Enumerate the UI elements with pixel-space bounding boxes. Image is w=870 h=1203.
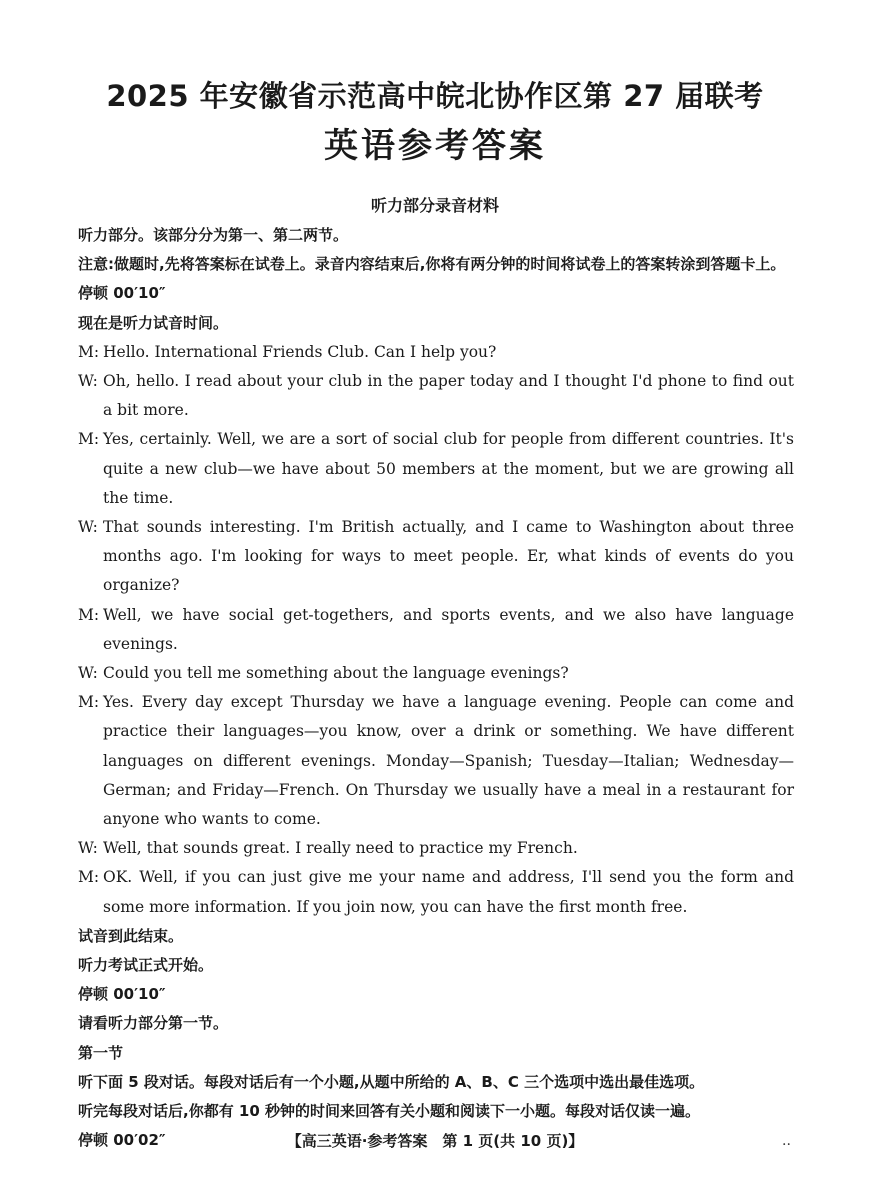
speaker-label: M: xyxy=(78,693,100,712)
utterance-text: Could you tell me something about the language evenings? xyxy=(103,664,569,683)
section-label: 第一节 xyxy=(78,1043,124,1062)
pause-line: 停顿 00′10″ xyxy=(78,985,166,1004)
utterance-text: That sounds interesting. I'm British actually, and I came to Washington about three months ago. I'm looking for ways to meet people. Er, what kinds of events do you organize? xyxy=(103,518,794,595)
document-subtitle: 英语参考答案 xyxy=(324,126,546,166)
dialogue-turn xyxy=(78,834,794,863)
utterance-text: OK. Well, if you can just give me your name and address, I'll send you the form and some more information. If you join now, you can have the first month free. xyxy=(103,868,794,916)
speaker-label: W: xyxy=(78,372,98,391)
trial-start-line: 现在是听力试音时间。 xyxy=(78,313,229,332)
page-footer: 【高三英语·参考答案 第 1 页(共 10 页)】 xyxy=(286,1132,584,1150)
instruction-line: 听下面 5 段对话。每段对话后有一个小题,从题中所给的 A、B、C 三个选项中选出最佳选项。 xyxy=(78,1072,705,1091)
speaker-label: W: xyxy=(78,839,98,858)
exam-start-line: 听力考试正式开始。 xyxy=(78,956,214,975)
see-section-line: 请看听力部分第一节。 xyxy=(78,1014,229,1033)
trial-end-line: 试音到此结束。 xyxy=(78,926,184,945)
pause-line: 停顿 00′02″ xyxy=(78,1131,166,1150)
dialogue-turn xyxy=(78,338,794,367)
utterance-text: Well, that sounds great. I really need to practice my French. xyxy=(103,839,578,858)
speaker-label: M: xyxy=(78,430,100,449)
dialogue-turn xyxy=(78,659,794,688)
intro-line: 听力部分。该部分分为第一、第二两节。 xyxy=(78,226,349,244)
dialogue-turn xyxy=(78,863,794,921)
utterance-text: Oh, hello. I read about your club in the paper today and I thought I'd phone to find out a bit more. xyxy=(103,372,794,420)
exam-title: 2025 年安徽省示范高中皖北协作区第 27 届联考 xyxy=(106,79,764,113)
dialogue-turn xyxy=(78,601,794,659)
utterance-text: Well, we have social get-togethers, and sports events, and we also have language evenings. xyxy=(103,605,794,653)
utterance-text: Yes, certainly. Well, we are a sort of social club for people from different countries. It's quite a new club—we have about 50 members at the moment, but we are growing all the time. xyxy=(103,430,794,507)
instruction-line: 听完每段对话后,你都有 10 秒钟的时间来回答有关小题和阅读下一小题。每段对话仅读一遍。 xyxy=(78,1102,701,1121)
transcript-body xyxy=(78,221,794,1156)
speaker-label: M: xyxy=(78,868,100,887)
pause-line: 停顿 00′10″ xyxy=(78,284,166,303)
utterance-text: Yes. Every day except Thursday we have a language evening. People can come and practice their languages—you know, over a drink or something. We have different languages on different evenings. Monday—Spanish; Tuesday—Italian; Wednesday—German; and Friday—French. On Thursday we usually have a meal in a restaurant for anyone who wants to come. xyxy=(103,693,794,829)
speaker-label: W: xyxy=(78,664,98,683)
dialogue-turn xyxy=(78,688,794,834)
dialogue-turn xyxy=(78,425,794,513)
corner-dots: .. xyxy=(782,1133,791,1149)
dialogue-turn xyxy=(78,513,794,601)
speaker-label: M: xyxy=(78,605,100,624)
speaker-label: M: xyxy=(78,342,100,361)
speaker-label: W: xyxy=(78,518,98,537)
note-paragraph: 注意:做题时,先将答案标在试卷上。录音内容结束后,你将有两分钟的时间将试卷上的答案转涂到答题卡上。 xyxy=(78,255,786,274)
dialogue-turn xyxy=(78,367,794,425)
section-heading: 听力部分录音材料 xyxy=(370,196,499,215)
utterance-text: Hello. International Friends Club. Can I help you? xyxy=(103,342,497,361)
